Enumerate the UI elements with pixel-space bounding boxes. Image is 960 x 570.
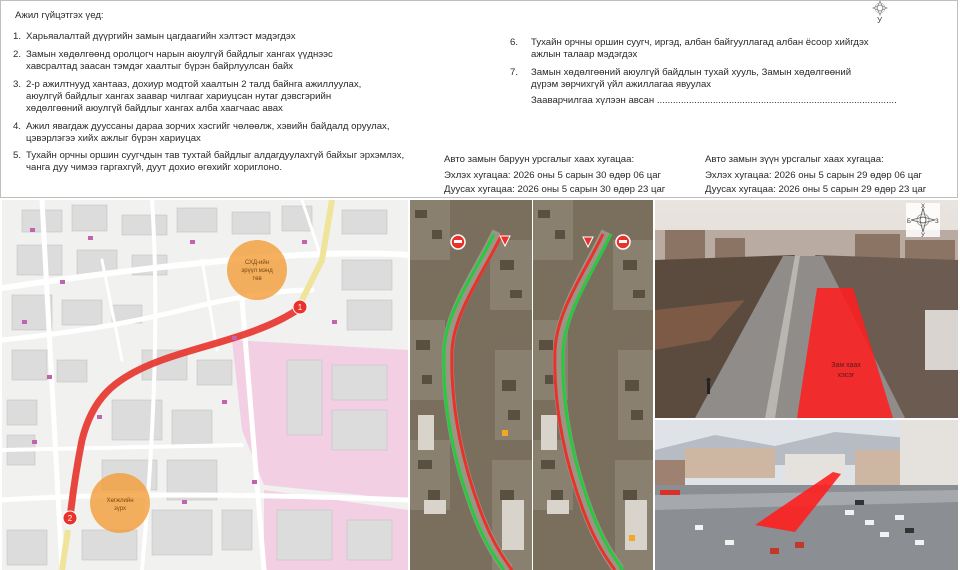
item-2-line-2: хавсралтад заасан тэмдэг хаалтыг бүрэн байрлуулсан байх xyxy=(26,61,294,72)
east-closure-start: Эхлэх хугацаа: 2026 оны 5 сарын 29 өдөр 06 цаг xyxy=(705,170,923,181)
item-6-line-1: Тухайн орчны оршин суугч, иргэд, албан байгууллагад албан ёсоор хийгдэх xyxy=(531,37,869,48)
item-6-line-2: ажлын талаар мэдэгдэх xyxy=(531,49,638,60)
marker-start-label: 1 xyxy=(297,303,303,312)
item-3-line-3: хөдөлгөөний аюулгүй байдлыг хангах алба хаагчаас авах xyxy=(26,103,283,114)
roadwork-sign-icon xyxy=(502,430,508,436)
west-closure-start: Эхлэх хугацаа: 2026 оны 5 сарын 30 өдөр 06 цаг xyxy=(444,170,662,181)
item-4-line-2: цэвэрлэгээ хийх ажлыг бүрэн хариуцах xyxy=(26,133,201,144)
item-2-line-1: Замын хөдөлгөөнд оролцогч нарын аюулгүй байдлыг хангах үүднээс xyxy=(26,49,333,60)
item-3-line-1: 2-р ажилтнууд хантааз, дохиур модтой хаалтын 2 талд байнга ажиллуулах, xyxy=(26,79,362,90)
compass-south-label-photo: У xyxy=(921,233,925,239)
item-5-line-2: чанга дуу чимээ гаргахгүй, дуут дохио өгөхийг хориглоно. xyxy=(26,162,282,173)
item-4-num: 4. xyxy=(13,121,22,132)
closure-zone-label-line2: хэсэг xyxy=(837,372,855,379)
instructions-panel xyxy=(0,0,958,198)
closure-zone-label-line1: Зам хаах xyxy=(831,362,861,369)
zone2-label-line2: зүрх xyxy=(113,506,127,512)
instructions-heading: Ажил гүйцэтгэх үед: xyxy=(15,10,104,21)
instruction-received-line: Зааварчилгаа хүлээн авсан .......................................................................................... xyxy=(531,95,897,106)
item-3-num: 3. xyxy=(13,79,22,90)
street-map-panel[interactable] xyxy=(2,200,408,570)
item-2-num: 2. xyxy=(13,49,22,60)
satellite-west-panel[interactable] xyxy=(410,200,532,570)
east-closure-title: Авто замын зүүн урсгалыг хаах хугацаа: xyxy=(705,154,884,165)
street-photo xyxy=(655,200,958,418)
zone1-label-line1: СХД-ийн xyxy=(244,260,270,266)
west-closure-end: Дуусах хугацаа: 2026 оны 5 сарын 30 өдөр 23 цаг xyxy=(444,184,666,195)
east-closure-end: Дуусах хугацаа: 2026 оны 5 сарын 29 өдөр 23 цаг xyxy=(705,184,927,195)
satellite-east xyxy=(533,200,653,570)
satellite-east-panel[interactable] xyxy=(533,200,653,570)
compass-east-label: З xyxy=(935,219,939,225)
item-1-num: 1. xyxy=(13,31,22,42)
street-map xyxy=(2,200,408,570)
compass-north-label: Х xyxy=(921,204,926,210)
compass-west-label: Б xyxy=(907,219,911,225)
compass-rose-icon xyxy=(863,0,897,25)
intersection-photo-panel[interactable] xyxy=(655,420,958,570)
street-photo-panel[interactable] xyxy=(655,200,958,418)
item-3-line-2: аюулгүй байдлыг хангах заавар чилгааг хариуцсан нутаг дэвсгэрийн xyxy=(26,91,332,102)
item-4-line-1: Ажил явагдаж дууссаны дараа зорчих хэсгийг чөлөөлж, хэвийн байдалд оруулах, xyxy=(26,121,390,132)
west-closure-title: Авто замын баруун урсгалыг хаах хугацаа: xyxy=(444,154,635,165)
item-1-line-1: Харьяалалтай дүүргийн замын цагдаагийн хэлтэст мэдэгдэх xyxy=(26,31,296,42)
item-7-line-2: дүрэм зөрчихгүй үйл ажиллагаа явуулах xyxy=(531,79,712,90)
roadwork-sign-icon-east xyxy=(629,535,635,541)
zone2-label-line1: Хөгжлийн xyxy=(106,498,134,504)
item-7-line-1: Замын хөдөлгөөний аюулгүй байдлын тухай хууль, Замын хөдөлгөөний xyxy=(531,67,852,78)
item-5-line-1: Тухайн орчны оршин суугчдын тав тухтай байдлыг алдагдуулахгүй байхыг эрхэмлэх, xyxy=(26,150,405,161)
marker-end-label: 2 xyxy=(67,514,73,523)
item-7-num: 7. xyxy=(510,67,519,78)
zone1-label-line2: эрүүл мэнд xyxy=(241,268,273,274)
zone1-label-line3: төв xyxy=(252,276,262,282)
item-6-num: 6. xyxy=(510,37,519,48)
satellite-west xyxy=(410,200,532,570)
compass-south-label: У xyxy=(877,16,883,25)
item-5-num: 5. xyxy=(13,150,22,161)
photo-compass-icon xyxy=(906,203,940,239)
intersection-photo xyxy=(655,420,958,570)
